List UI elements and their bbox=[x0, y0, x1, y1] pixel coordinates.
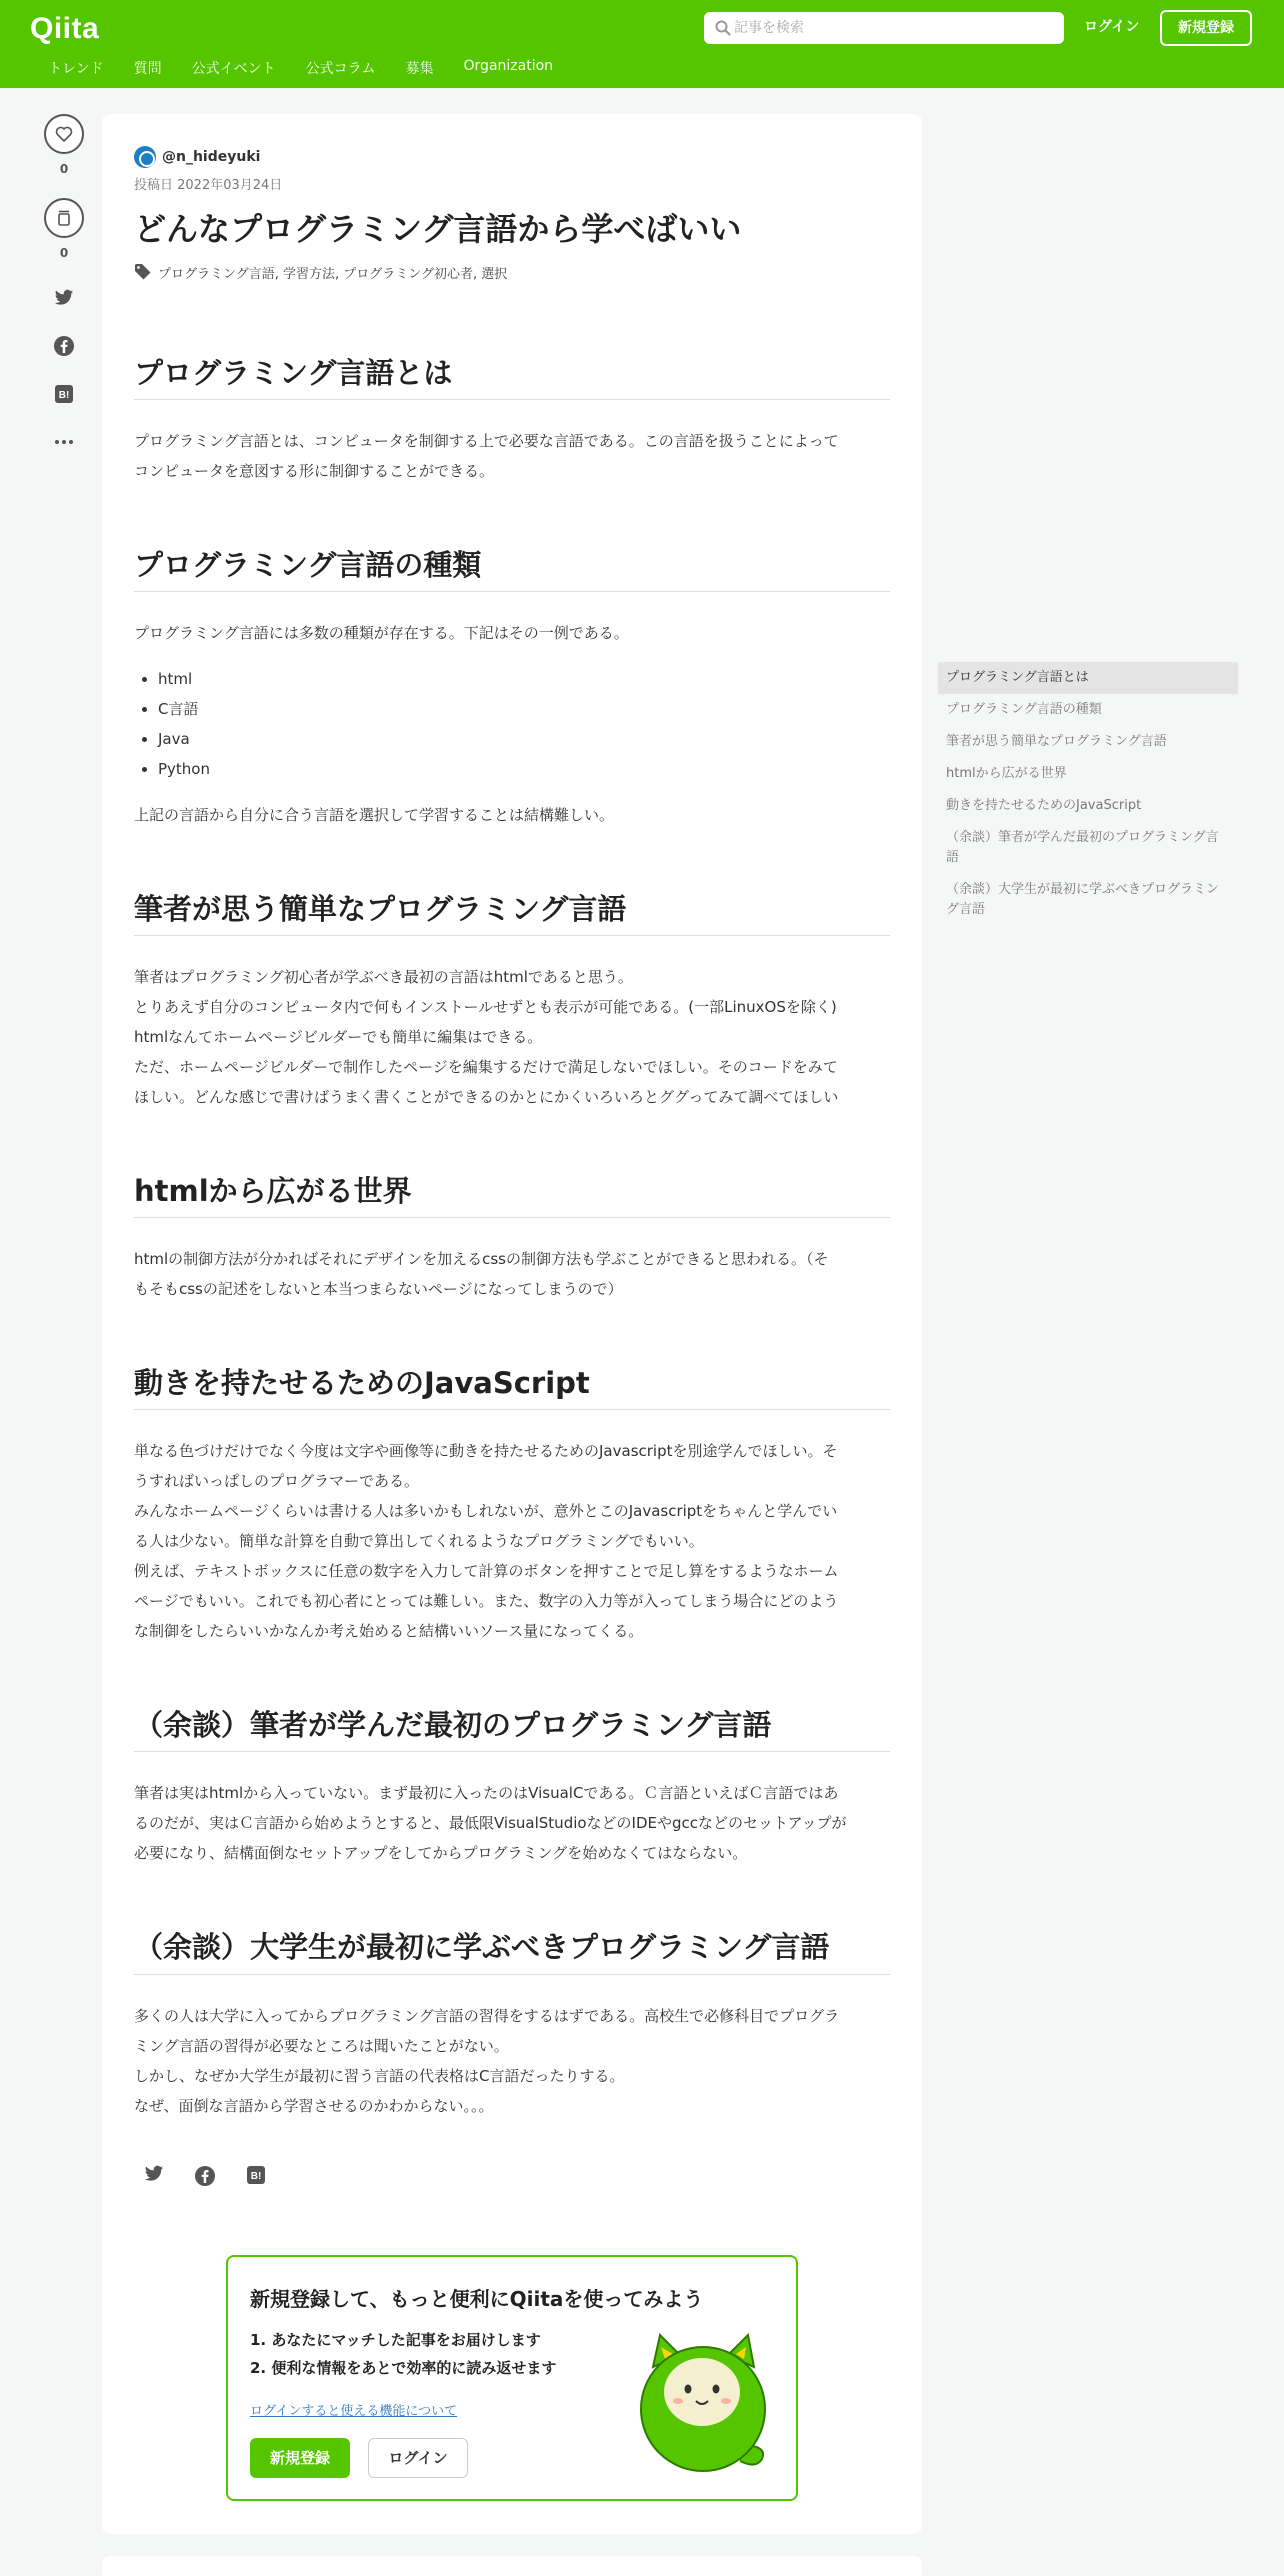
tag-list bbox=[134, 263, 890, 282]
section-body-2 bbox=[134, 618, 890, 830]
search-icon bbox=[714, 19, 732, 37]
stock-button[interactable] bbox=[44, 198, 84, 238]
avatar[interactable] bbox=[134, 146, 156, 168]
nav-item-columns[interactable]: 公式コラム bbox=[305, 61, 376, 77]
nav-item-organization[interactable]: Organization bbox=[463, 58, 554, 74]
next-card bbox=[102, 2556, 922, 2576]
cta-login-button[interactable]: ログイン bbox=[368, 2438, 468, 2478]
section-body-3 bbox=[134, 962, 890, 1112]
facebook-icon[interactable] bbox=[194, 2165, 216, 2187]
table-of-contents bbox=[938, 662, 1238, 926]
bottom-share-row bbox=[144, 2165, 890, 2187]
more-button[interactable] bbox=[44, 430, 84, 454]
paragraph-line: 単なる色づけだけでなく今度は文字や画像等に動きを持たせるためのJavascriptを別途学んでほしい。そ bbox=[134, 1442, 838, 1461]
paragraph-line: なぜ、面倒な言語から学習させるのかわからない。。。 bbox=[134, 2096, 494, 2115]
nav-item-questions[interactable]: 質問 bbox=[133, 61, 162, 77]
section-heading-3: 筆者が思う簡単なプログラミング言語 bbox=[134, 890, 890, 936]
nav-item-trend[interactable]: トレンド bbox=[48, 61, 104, 77]
header-signup-button[interactable]: 新規登録 bbox=[1160, 10, 1252, 46]
section-heading-7: （余談）大学生が最初に学ぶべきプログラミング言語 bbox=[134, 1928, 890, 1974]
nav-item-events[interactable]: 公式イベント bbox=[191, 61, 276, 77]
share-facebook[interactable] bbox=[44, 334, 84, 358]
signup-cta-point-2: 2. 便利な情報をあとで効率的に読み返せます bbox=[250, 2359, 557, 2377]
toc-item[interactable]: （余談）筆者が学んだ最初のプログラミング言語 bbox=[946, 830, 1219, 865]
paragraph-line: ページでもいい。これでも初心者にとっては難しい。また、数字の入力等が入ってしまう場合にどのよう bbox=[134, 1592, 839, 1611]
paragraph-line: 多くの人は大学に入ってからプログラミング言語の習得をするはずである。高校生で必修科目でプログラ bbox=[134, 2006, 840, 2025]
header-login-link[interactable]: ログイン bbox=[1084, 19, 1140, 35]
paragraph-line: る人は少ない。簡単な計算を自動で算出してくれるようなプログラミングでもいい。 bbox=[134, 1532, 704, 1551]
svg-text:B!: B! bbox=[58, 390, 70, 401]
section-heading-2: プログラミング言語の種類 bbox=[134, 546, 890, 592]
qiita-mascot-image bbox=[628, 2327, 778, 2477]
share-twitter[interactable] bbox=[44, 286, 84, 310]
paragraph-line: ミング言語の習得が必要なところは聞いたことがない。 bbox=[134, 2036, 509, 2055]
heart-icon bbox=[54, 124, 74, 144]
like-button[interactable] bbox=[44, 114, 84, 154]
paragraph-line: 必要になり、結構面倒なセットアップをしてからプログラミングを始めなくてはならない。 bbox=[134, 1844, 748, 1863]
section-body-6 bbox=[134, 1778, 890, 1868]
list-item: • Java bbox=[158, 724, 890, 754]
like-count: 0 bbox=[59, 162, 69, 176]
hatena-bookmark-icon bbox=[54, 384, 74, 404]
paragraph-line: htmlなんてホームページビルダーでも簡単に編集はできる。 bbox=[134, 1028, 543, 1047]
paragraph-line: ほしい。どんな感じで書けばうまく書くことができるのかとにかくいろいろとググってみて調べてほしい bbox=[134, 1088, 839, 1107]
paragraph-line: 筆者はプログラミング初心者が学ぶべき最初の言語はhtmlであると思う。 bbox=[134, 968, 633, 987]
paragraph-line: るのだが、実はＣ言語から始めようとすると、最低限VisualStudioなどのIDEやgccなどのセットアップが bbox=[134, 1814, 847, 1833]
toc-item[interactable]: htmlから広がる世界 bbox=[946, 766, 1067, 781]
paragraph-line: 筆者は実はhtmlから入っていない。まず最初に入ったのはVisualCである。Ｃ言語といえばＣ言語ではあ bbox=[134, 1784, 839, 1803]
toc-item[interactable]: 動きを持たせるためのJavaScript bbox=[946, 798, 1142, 813]
paragraph-line: 例えば、テキストボックスに任意の数字を入力して計算のボタンを押すことで足し算をするようなホーム bbox=[134, 1562, 839, 1581]
qiita-logo[interactable]: Qiita bbox=[30, 12, 100, 45]
global-header bbox=[0, 0, 1284, 88]
search-input[interactable] bbox=[734, 12, 1054, 44]
toc-item[interactable]: 筆者が思う簡単なプログラミング言語 bbox=[946, 734, 1167, 749]
section-heading-1: プログラミング言語とは bbox=[134, 354, 890, 400]
paragraph-line: コンピュータを意図する形に制御することができる。 bbox=[134, 461, 495, 480]
toc-item[interactable]: プログラミング言語の種類 bbox=[946, 702, 1102, 717]
section-heading-4: htmlから広がる世界 bbox=[134, 1172, 890, 1218]
twitter-icon bbox=[54, 289, 74, 307]
section-heading-5: 動きを持たせるためのJavaScript bbox=[134, 1364, 890, 1410]
language-list bbox=[158, 664, 890, 784]
paragraph-line: な制御をしたらいいかなんか考え始めると結構いいソース量になってくる。 bbox=[134, 1622, 644, 1641]
facebook-icon bbox=[53, 335, 75, 357]
stock-icon bbox=[54, 208, 74, 228]
paragraph-line: ただ、ホームページビルダーで制作したページを編集するだけで満足しないでほしい。そのコードをみて bbox=[134, 1058, 838, 1077]
list-item: • html bbox=[158, 664, 890, 694]
search-box[interactable] bbox=[704, 12, 1064, 44]
tags-text[interactable]: プログラミング言語, 学習方法, プログラミング初心者, 選択 bbox=[158, 266, 508, 282]
cta-signup-button[interactable]: 新規登録 bbox=[250, 2438, 350, 2478]
section-body-7 bbox=[134, 2001, 890, 2121]
stock-count: 0 bbox=[59, 246, 69, 260]
section-body-4 bbox=[134, 1244, 890, 1304]
paragraph-line: みんなホームページくらいは書ける人は多いかもしれないが、意外とこのJavascriptをちゃんと学んでい bbox=[134, 1502, 838, 1521]
article-body bbox=[134, 146, 890, 2187]
paragraph-line: しかし、なぜか大学生が最初に習う言語の代表格はC言語だったりする。 bbox=[134, 2066, 625, 2085]
article-title: どんなプログラミング言語から学べばいい bbox=[134, 210, 742, 248]
section-heading-6: （余談）筆者が学んだ最初のプログラミング言語 bbox=[134, 1706, 890, 1752]
more-icon bbox=[54, 439, 74, 445]
list-item: • Python bbox=[158, 754, 890, 784]
global-nav bbox=[48, 58, 553, 78]
toc-item[interactable]: プログラミング言語とは bbox=[938, 662, 1238, 694]
signup-cta-point-1: 1. あなたにマッチした記事をお届けします bbox=[250, 2331, 541, 2349]
article-actions bbox=[44, 114, 86, 454]
paragraph-line: うすればいっぱしのプログラマーである。 bbox=[134, 1472, 420, 1491]
paragraph-line: とりあえず自分のコンピュータ内で何もインストールせずとも表示が可能である。(一部LinuxOSを除く) bbox=[134, 998, 837, 1017]
toc-item[interactable]: （余談）大学生が最初に学ぶべきプログラミング言語 bbox=[946, 882, 1220, 917]
share-hatena[interactable] bbox=[44, 382, 84, 406]
signup-cta-title: 新規登録して、もっと便利にQiitaを使ってみよう bbox=[250, 2287, 704, 2311]
signup-cta-box bbox=[226, 2255, 798, 2501]
paragraph-line: プログラミング言語には多数の種類が存在する。下記はその一例である。 bbox=[134, 623, 629, 642]
features-link[interactable]: ログインすると使える機能について bbox=[250, 2404, 458, 2419]
svg-text:B!: B! bbox=[250, 2170, 262, 2182]
post-date: 投稿日 2022年03月24日 bbox=[134, 178, 283, 193]
tag-icon bbox=[134, 263, 152, 281]
paragraph-line: もそもcssの記述をしないと本当つまらないページになってしまうので） bbox=[134, 1280, 623, 1299]
paragraph-line: プログラミング言語とは、コンピュータを制御する上で必要な言語である。この言語を扱うことによって bbox=[134, 431, 839, 450]
section-body-1 bbox=[134, 426, 890, 486]
nav-item-recruit[interactable]: 募集 bbox=[405, 61, 434, 77]
hatena-bookmark-icon[interactable] bbox=[246, 2165, 266, 2185]
article-card bbox=[102, 114, 922, 2534]
paragraph-line: htmlの制御方法が分かればそれにデザインを加えるcssの制御方法も学ぶことができると思われる。（そ bbox=[134, 1250, 829, 1269]
author-info[interactable] bbox=[134, 146, 890, 168]
section-body-5 bbox=[134, 1436, 890, 1646]
author-name[interactable]: @n_hideyuki bbox=[162, 149, 261, 165]
list-item: • C言語 bbox=[158, 694, 890, 724]
paragraph-line: 上記の言語から自分に合う言語を選択して学習することは結構難しい。 bbox=[134, 805, 615, 824]
twitter-icon[interactable] bbox=[144, 2165, 164, 2183]
